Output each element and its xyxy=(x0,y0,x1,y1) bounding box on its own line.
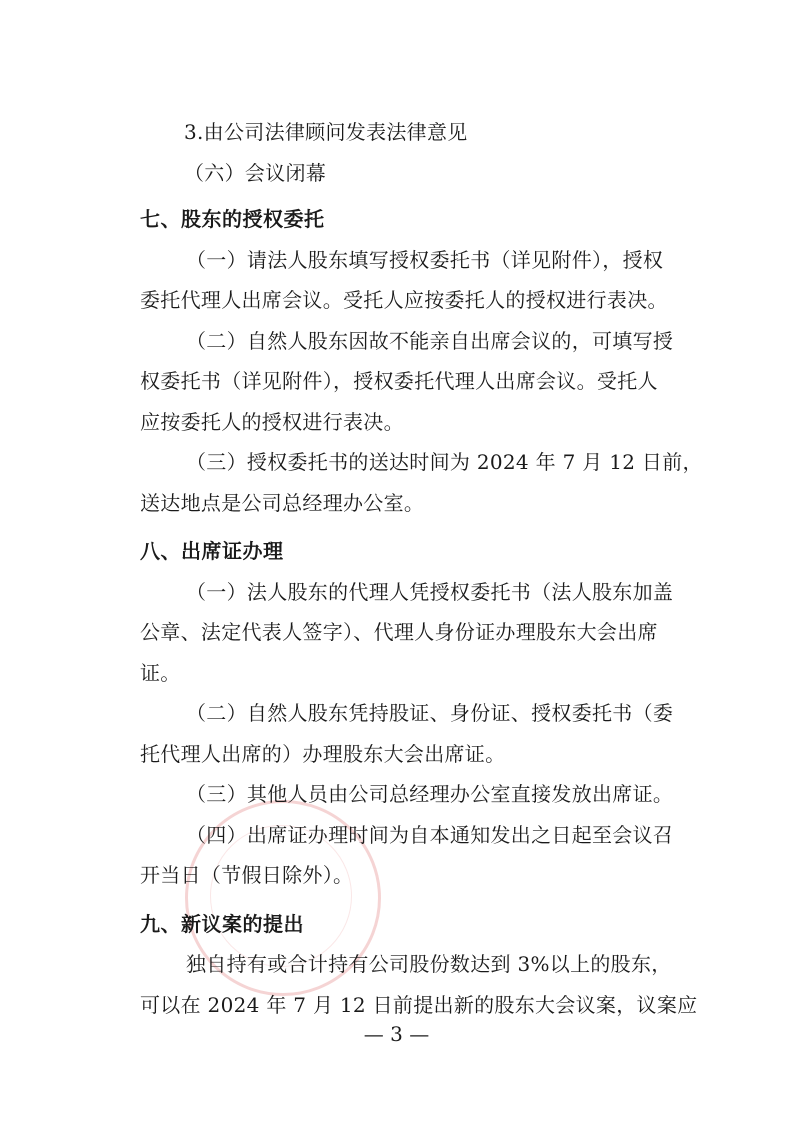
body-line: 应按委托人的授权进行表决。 xyxy=(140,409,404,434)
section-heading: 七、股东的授权委托 xyxy=(140,207,325,231)
body-line: （四）出席证办理时间为自本通知发出之日起至会议召 xyxy=(186,822,674,847)
body-line: 开当日（节假日除外）。 xyxy=(140,863,354,887)
body-line: （六）会议闭幕 xyxy=(184,160,327,185)
body-line: （二）自然人股东凭持股证、身份证、授权委托书（委 xyxy=(186,701,674,725)
body-line: （三）授权委托书的送达时间为 2024 年 7 月 12 日前， xyxy=(186,450,703,474)
body-line: 证。 xyxy=(140,660,181,685)
body-line: （三）其他人员由公司总经理办公室直接发放出席证。 xyxy=(186,782,674,806)
body-line: 可以在 2024 年 7 月 12 日前提出新的股东大会议案，议案应 xyxy=(140,992,698,1017)
page-number: — 3 — xyxy=(363,1022,430,1046)
body-line: 委托代理人出席会议。受托人应按委托人的授权进行表决。 xyxy=(140,288,668,312)
body-line: 送达地点是公司总经理办公室。 xyxy=(140,490,425,515)
body-line: （一）法人股东的代理人凭授权委托书（法人股东加盖 xyxy=(186,579,674,604)
body-line: 3.由公司法律顾问发表法律意见 xyxy=(184,120,468,144)
body-line: （一）请法人股东填写授权委托书（详见附件），授权 xyxy=(186,247,664,272)
section-heading: 九、新议案的提出 xyxy=(140,911,304,936)
body-line: （二）自然人股东因故不能亲自出席会议的，可填写授 xyxy=(186,328,674,353)
body-line: 权委托书（详见附件），授权委托代理人出席会议。受托人 xyxy=(140,369,658,393)
document-body xyxy=(140,112,703,1025)
body-line: 托代理人出席的）办理股东大会出席证。 xyxy=(140,741,506,766)
body-line: 独自持有或合计持有公司股份数达到 3%以上的股东， xyxy=(186,952,672,976)
section-heading: 八、出席证办理 xyxy=(140,539,284,563)
body-line: 公章、法定代表人签字）、代理人身份证办理股东大会出席 xyxy=(140,620,658,644)
